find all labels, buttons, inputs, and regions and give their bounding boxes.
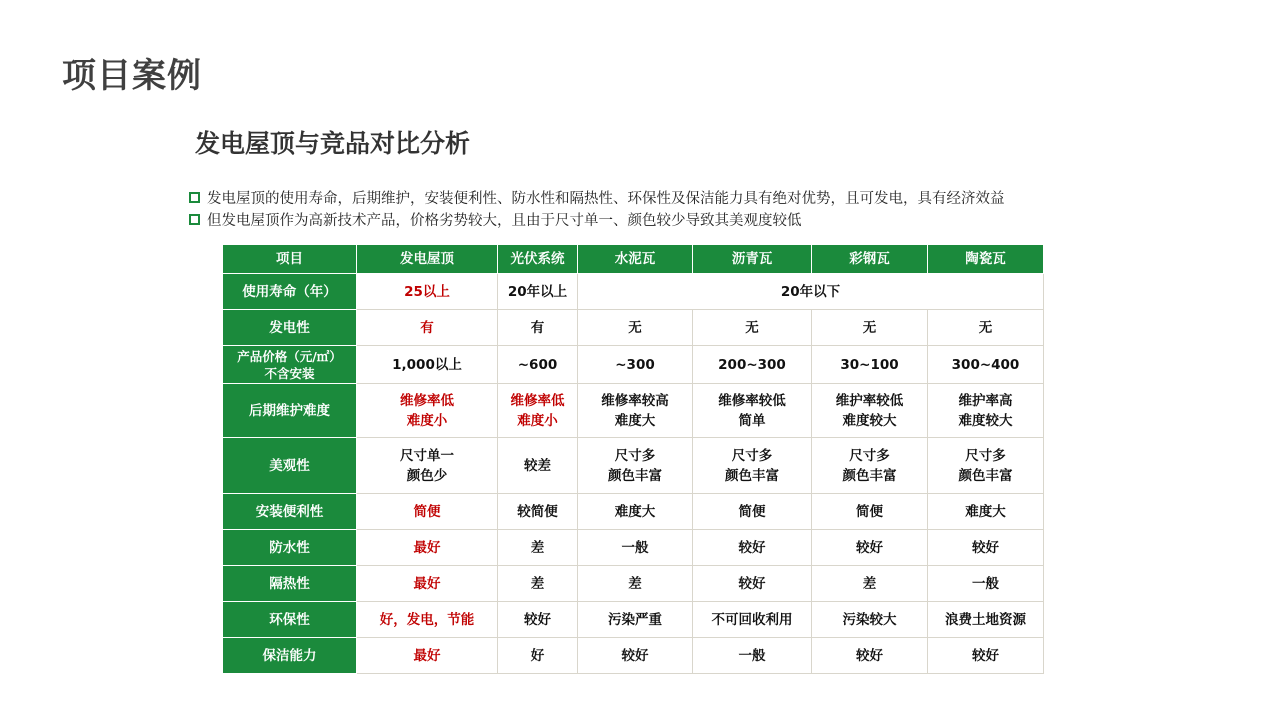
- cell-line: 难度小: [517, 412, 558, 429]
- column-header: 水泥瓦: [578, 245, 693, 274]
- table-cell: [812, 384, 928, 438]
- table-cell: [812, 438, 928, 494]
- bullet-list: [189, 186, 1005, 230]
- table-header-row: [223, 245, 1044, 274]
- table-cell: 较好: [498, 602, 578, 638]
- table-row: [223, 310, 1044, 346]
- bullet-item: [189, 208, 1005, 230]
- table-cell: 差: [812, 566, 928, 602]
- table-cell: [498, 438, 578, 494]
- cell-line: 维修率低: [400, 392, 454, 409]
- row-header: 安装便利性: [223, 494, 357, 530]
- row-header: [223, 346, 357, 384]
- table-cell-merged: 20年以下: [578, 274, 1044, 310]
- cell-line: 尺寸多: [614, 447, 656, 464]
- table-cell: 20年以上: [498, 274, 578, 310]
- section-title: 发电屋顶与竞品对比分析: [195, 129, 471, 158]
- table-cell: 1,000以上: [357, 346, 498, 384]
- table-cell: 好: [498, 638, 578, 674]
- row-header: 防水性: [223, 530, 357, 566]
- table-cell: [498, 384, 578, 438]
- table-cell: 较好: [578, 638, 693, 674]
- table-cell: 最好: [357, 530, 498, 566]
- table-cell: 一般: [578, 530, 693, 566]
- table-cell: 无: [693, 310, 812, 346]
- cell-line: 尺寸多: [731, 447, 773, 464]
- square-bullet-icon: [189, 192, 200, 203]
- table-cell: 差: [498, 566, 578, 602]
- square-bullet-icon: [189, 214, 200, 225]
- cell-line: 颜色丰富: [608, 467, 662, 484]
- cell-line: 难度较大: [842, 412, 897, 429]
- table-cell: [928, 384, 1044, 438]
- table-cell: 较好: [812, 530, 928, 566]
- table-cell: [928, 438, 1044, 494]
- cell-line: 尺寸单一: [400, 447, 454, 464]
- cell-line: 较差: [524, 457, 551, 474]
- table-cell: ~300: [578, 346, 693, 384]
- table-cell: 30~100: [812, 346, 928, 384]
- column-header: 彩钢瓦: [812, 245, 928, 274]
- table-cell: 有: [498, 310, 578, 346]
- row-header: 发电性: [223, 310, 357, 346]
- table-cell: 较好: [928, 530, 1044, 566]
- table-cell: [357, 384, 498, 438]
- row-header-line: 产品价格（元/㎡）: [237, 348, 342, 364]
- table-cell: [357, 438, 498, 494]
- row-header: 环保性: [223, 602, 357, 638]
- table-cell: 简便: [693, 494, 812, 530]
- table-cell: 较好: [928, 638, 1044, 674]
- table-cell: 有: [357, 310, 498, 346]
- table-cell: 无: [812, 310, 928, 346]
- table-cell: [578, 438, 693, 494]
- cell-line: 简单: [738, 412, 766, 429]
- table-cell: 200~300: [693, 346, 812, 384]
- table-cell: [693, 384, 812, 438]
- cell-line: 维修率低: [510, 392, 565, 409]
- table-cell: 25以上: [357, 274, 498, 310]
- table-row: [223, 638, 1044, 674]
- table-cell: 浪费土地资源: [928, 602, 1044, 638]
- cell-line: 尺寸多: [965, 447, 1006, 464]
- table-cell: [578, 384, 693, 438]
- cell-line: 维护率高: [958, 392, 1013, 409]
- bullet-text: 发电屋顶的使用寿命，后期维护，安装便利性、防水性和隔热性、环保性及保洁能力具有绝对优势，且可发电，具有经济效益: [207, 190, 1005, 207]
- comparison-table: [222, 244, 1044, 674]
- table-cell: 难度大: [578, 494, 693, 530]
- table-cell: 一般: [928, 566, 1044, 602]
- table-cell: 一般: [693, 638, 812, 674]
- table-cell: 污染严重: [578, 602, 693, 638]
- table-cell: 好，发电，节能: [357, 602, 498, 638]
- row-header: 使用寿命（年）: [223, 274, 357, 310]
- table-row: [223, 346, 1044, 384]
- row-header: 美观性: [223, 438, 357, 494]
- cell-line: 维修率较高: [601, 392, 669, 409]
- cell-line: 颜色少: [406, 467, 448, 484]
- table-cell: 不可回收利用: [693, 602, 812, 638]
- cell-line: 颜色丰富: [842, 467, 897, 484]
- table-cell: 较简便: [498, 494, 578, 530]
- table-row: [223, 566, 1044, 602]
- table-row: [223, 494, 1044, 530]
- table-cell: 简便: [357, 494, 498, 530]
- table-cell: 最好: [357, 566, 498, 602]
- cell-line: 颜色丰富: [725, 467, 779, 484]
- table-cell: 较好: [812, 638, 928, 674]
- row-header-line: 不含安装: [264, 365, 315, 381]
- bullet-item: [189, 186, 1005, 208]
- row-header: 后期维护难度: [223, 384, 357, 438]
- cell-line: 尺寸多: [849, 447, 890, 464]
- table-cell: 差: [498, 530, 578, 566]
- table-cell: [693, 438, 812, 494]
- table-cell: 最好: [357, 638, 498, 674]
- cell-line: 颜色丰富: [958, 467, 1013, 484]
- page-title: 项目案例: [62, 56, 202, 96]
- table-cell: ~600: [498, 346, 578, 384]
- column-header: 沥青瓦: [693, 245, 812, 274]
- table-row: [223, 530, 1044, 566]
- column-header: 项目: [223, 245, 357, 274]
- table-row: [223, 438, 1044, 494]
- column-header: 光伏系统: [498, 245, 578, 274]
- table-cell: 较好: [693, 566, 812, 602]
- row-header: 保洁能力: [223, 638, 357, 674]
- column-header: 发电屋顶: [357, 245, 498, 274]
- table-cell: 污染较大: [812, 602, 928, 638]
- cell-line: 维修率较低: [718, 392, 786, 409]
- table-cell: 简便: [812, 494, 928, 530]
- cell-line: 难度大: [614, 412, 656, 429]
- table-cell: 无: [578, 310, 693, 346]
- cell-line: 难度小: [406, 412, 448, 429]
- bullet-text: 但发电屋顶作为高新技术产品，价格劣势较大，且由于尺寸单一、颜色较少导致其美观度较低: [207, 212, 802, 229]
- table-cell: 300~400: [928, 346, 1044, 384]
- table-cell: 难度大: [928, 494, 1044, 530]
- table-row: [223, 602, 1044, 638]
- cell-line: 难度较大: [958, 412, 1013, 429]
- column-header: 陶瓷瓦: [928, 245, 1044, 274]
- table-cell: 无: [928, 310, 1044, 346]
- table-row: [223, 384, 1044, 438]
- row-header: 隔热性: [223, 566, 357, 602]
- table-cell: 差: [578, 566, 693, 602]
- cell-line: 维护率较低: [835, 392, 904, 409]
- table-cell: 较好: [693, 530, 812, 566]
- table-row: [223, 274, 1044, 310]
